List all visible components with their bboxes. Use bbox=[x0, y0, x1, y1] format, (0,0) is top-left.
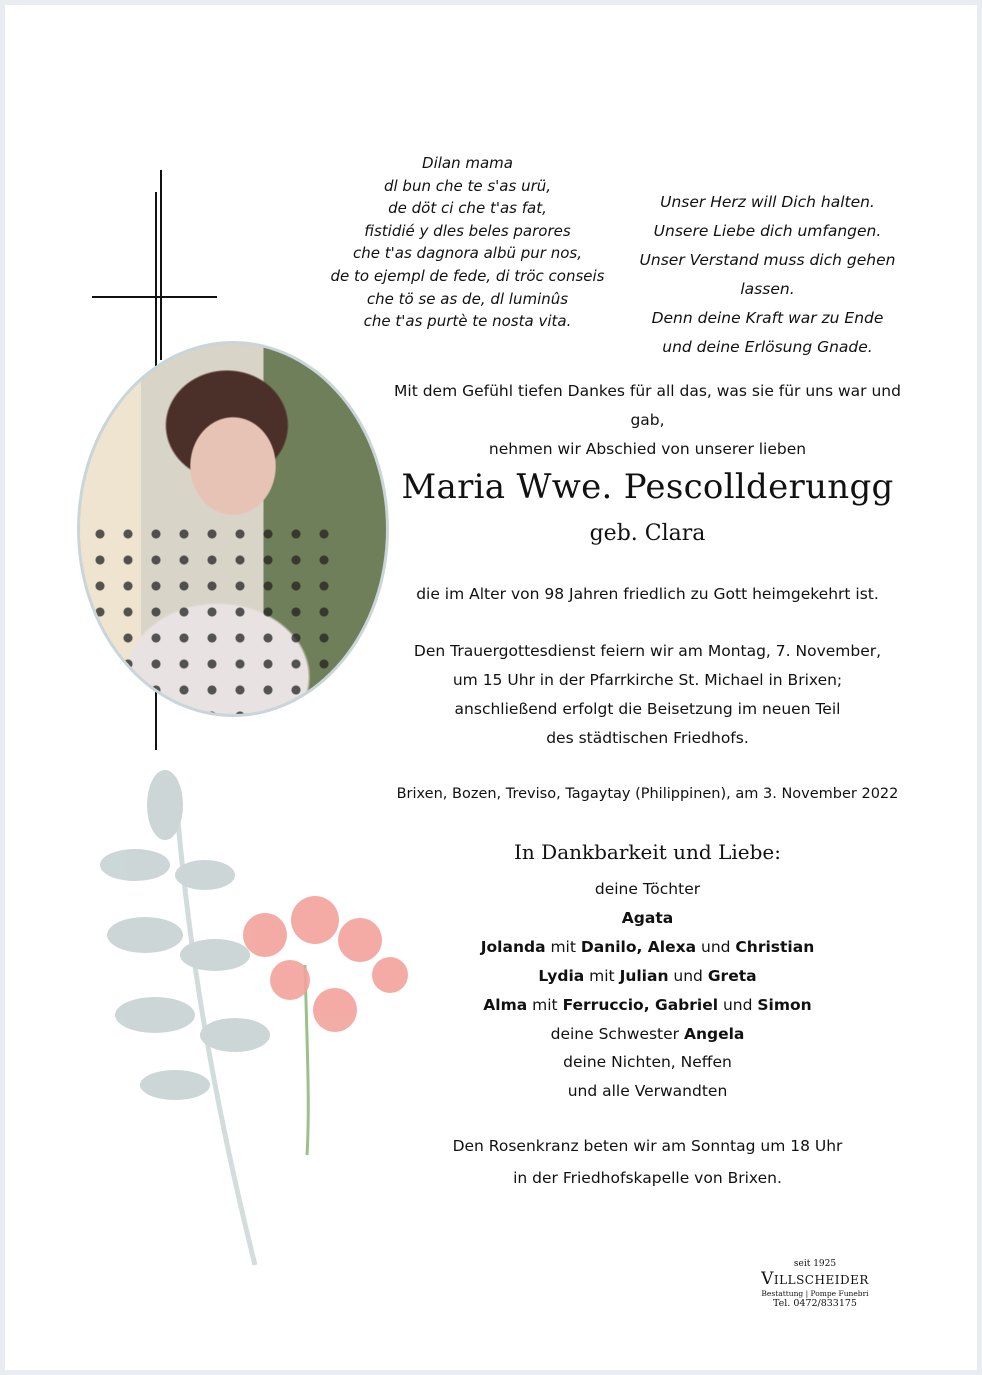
family-name: Alma bbox=[483, 995, 528, 1014]
poem-line: dl bun che te s'as urü, bbox=[383, 176, 552, 195]
family-name: Angela bbox=[683, 1024, 745, 1043]
age-text: die im Alter von 98 Jahren friedlich zu Gott heimgekehrt ist. bbox=[416, 585, 879, 603]
german-poem bbox=[620, 188, 915, 362]
family-text: mit bbox=[584, 966, 620, 985]
family-line bbox=[380, 904, 915, 933]
poem-line: Unser Herz will Dich halten. bbox=[660, 193, 875, 211]
family-line bbox=[380, 1020, 915, 1049]
intro-line: Mit dem Gefühl tiefen Dankes für all das, was sie für uns war und gab, bbox=[394, 382, 901, 429]
obituary-card bbox=[5, 5, 977, 1370]
service-line: um 15 Uhr in der Pfarrkirche St. Michael in Brixen; bbox=[452, 671, 843, 689]
family-line bbox=[380, 933, 915, 962]
deceased-name: Maria Wwe. Pescollderungg bbox=[401, 467, 894, 507]
poem-line: de to ejempl de fede, di tröc conseis bbox=[330, 266, 605, 285]
poem-line: che tö se as de, dl luminûs bbox=[366, 289, 569, 308]
birth-name: geb. Clara bbox=[589, 521, 706, 546]
family-line bbox=[380, 991, 915, 1020]
service-text bbox=[380, 637, 915, 753]
family-name: Christian bbox=[735, 937, 815, 956]
rosary-line: in der Friedhofskapelle von Brixen. bbox=[513, 1169, 782, 1187]
logo-name: Villscheider bbox=[761, 1269, 869, 1289]
family-text: mit bbox=[527, 995, 563, 1014]
portrait-photo bbox=[77, 341, 389, 717]
family-name: Jolanda bbox=[480, 937, 546, 956]
flower-illustration bbox=[95, 765, 425, 1285]
family-text: mit bbox=[545, 937, 581, 956]
poem-line: Denn deine Kraft war zu Ende bbox=[651, 309, 884, 327]
poem-line: Dilan mama bbox=[422, 154, 513, 172]
service-line: Den Trauergottesdienst feiern wir am Montag, 7. November, bbox=[413, 642, 882, 660]
family-text: deine Nichten, Neffen bbox=[563, 1053, 732, 1072]
family-name: Julian bbox=[619, 966, 669, 985]
poem-line: che t'as dagnora albü pur nos, bbox=[353, 244, 582, 263]
service-line: anschließend erfolgt die Beisetzung im neuen Teil bbox=[454, 700, 841, 718]
thanks-heading: In Dankbarkeit und Liebe: bbox=[514, 840, 781, 864]
family-name: Danilo, Alexa bbox=[580, 937, 697, 956]
intro-line: nehmen wir Abschied von unserer lieben bbox=[488, 440, 807, 458]
family-text: und alle Verwandten bbox=[567, 1082, 728, 1101]
family-line bbox=[380, 1048, 915, 1077]
poem-line: Unser Verstand muss dich gehen lassen. bbox=[639, 251, 896, 298]
family-text: und bbox=[718, 995, 758, 1014]
family-name: Agata bbox=[621, 908, 674, 927]
poem-line: che t'as purtè te nosta vita. bbox=[363, 312, 572, 331]
ladin-poem bbox=[325, 152, 610, 333]
family-text: und bbox=[668, 966, 708, 985]
family-line bbox=[380, 875, 915, 904]
family-name: Greta bbox=[707, 966, 757, 985]
family-name: Lydia bbox=[538, 966, 585, 985]
family-line bbox=[380, 1077, 915, 1106]
family-name: Ferruccio, Gabriel bbox=[562, 995, 719, 1014]
place-date: Brixen, Bozen, Treviso, Tagaytay (Philippinen), am 3. November 2022 bbox=[396, 786, 899, 802]
family-text: deine Schwester bbox=[550, 1024, 684, 1043]
logo-since: seit 1925 bbox=[793, 1259, 837, 1269]
poem-line: fistidié y dles beles parores bbox=[364, 221, 571, 240]
family-name: Simon bbox=[757, 995, 812, 1014]
poem-line: und deine Erlösung Gnade. bbox=[662, 338, 873, 356]
family-text: und bbox=[696, 937, 736, 956]
funeral-home-logo bbox=[740, 1259, 890, 1309]
service-line: des städtischen Friedhofs. bbox=[546, 729, 749, 747]
family-list bbox=[380, 875, 915, 1106]
intro-text bbox=[380, 377, 915, 464]
poem-line: Unsere Liebe dich umfangen. bbox=[653, 222, 882, 240]
family-line bbox=[380, 962, 915, 991]
family-text: deine Töchter bbox=[594, 880, 701, 898]
rosary-line: Den Rosenkranz beten wir am Sonntag um 18 Uhr bbox=[452, 1137, 843, 1155]
rosary-text bbox=[380, 1130, 915, 1194]
poem-line: de döt ci che t'as fat, bbox=[388, 199, 547, 218]
logo-phone: Tel. 0472/833175 bbox=[773, 1298, 857, 1309]
logo-subtitle: Bestattung | Pompe Funebri bbox=[761, 1289, 869, 1298]
